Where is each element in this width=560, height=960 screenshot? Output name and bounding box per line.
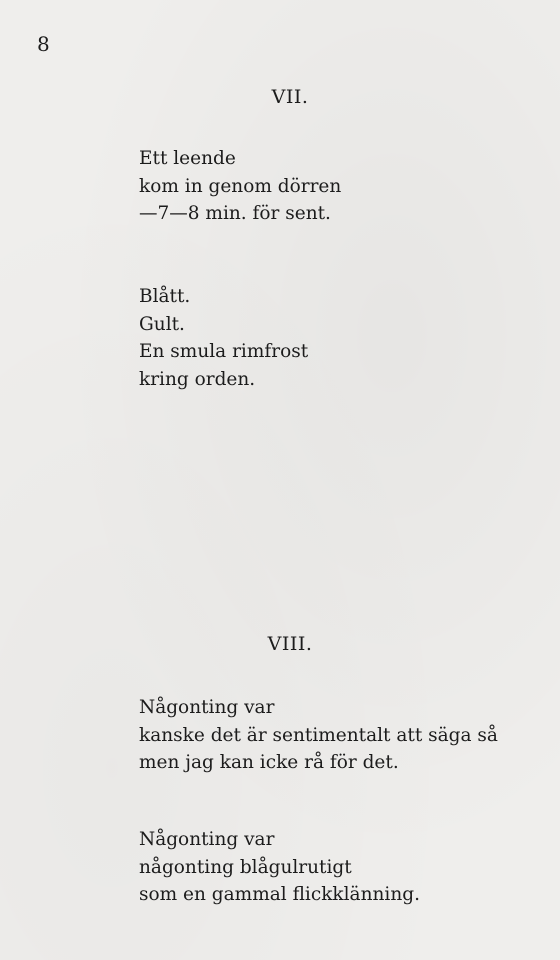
poem-line: Blått. (139, 286, 191, 307)
stanza (139, 694, 498, 777)
poem-line: Ett leende (139, 148, 236, 169)
poem-line: Någonting var (139, 697, 275, 718)
poem-line: Någonting var (139, 829, 275, 850)
poem-line: men jag kan icke rå för det. (139, 752, 399, 773)
poem-line: kring orden. (139, 368, 256, 390)
poem-line: kom in genom dörren (139, 175, 342, 197)
stanza (139, 283, 308, 393)
poem-line: En smula rimfrost (139, 341, 309, 362)
poem-line: som en gammal flickklänning. (139, 884, 420, 905)
poem-line: —7—8 min. för sent. (139, 203, 331, 224)
section-heading-vii: VII. (271, 86, 309, 108)
poem-line: Gult. (139, 313, 185, 335)
section-heading-viii: VIII. (267, 633, 313, 655)
poem-line: någonting blågulrutigt (139, 856, 352, 878)
stanza (139, 145, 341, 228)
stanza (139, 826, 420, 909)
poem-line: kanske det är sentimentalt att säga så (139, 724, 498, 746)
page-number: 8 (37, 32, 50, 56)
